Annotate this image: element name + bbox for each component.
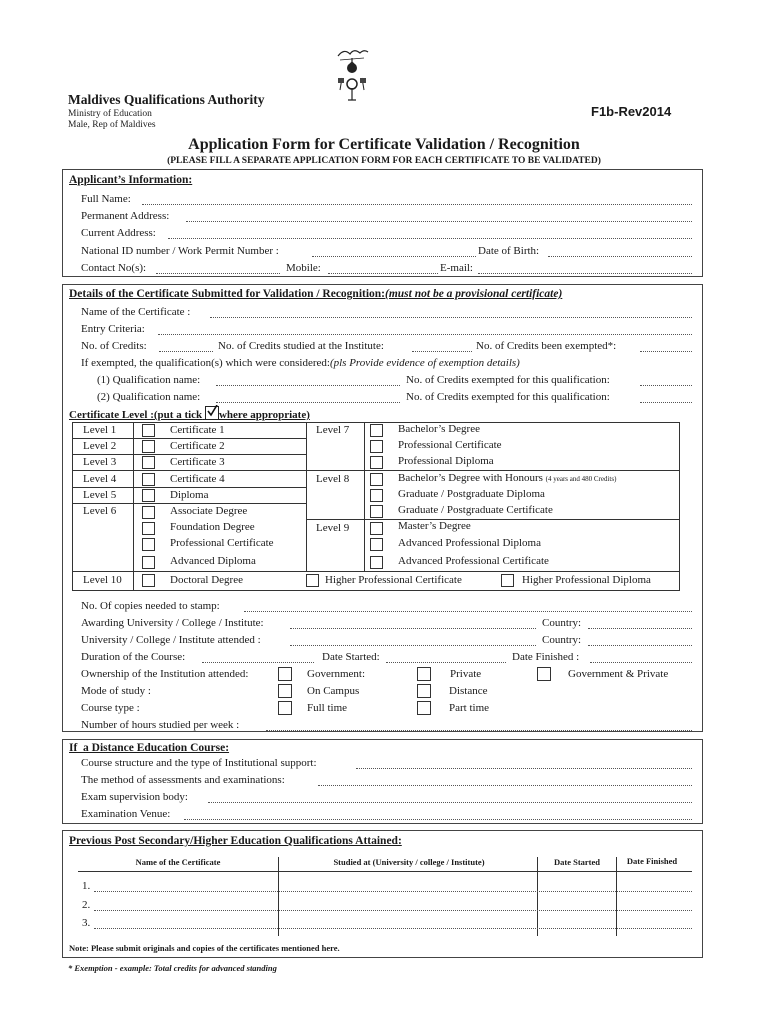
- checkbox-masters-degree[interactable]: [370, 522, 383, 535]
- page-title: Application Form for Certificate Validation / Recognition: [188, 136, 580, 153]
- mode-label: Mode of study :: [81, 685, 151, 697]
- distance-heading: If a Distance Education Course:: [69, 742, 230, 754]
- label-part-time: Part time: [449, 702, 490, 714]
- qual1-credits-label: No. of Credits exempted for this qualification:: [406, 374, 610, 386]
- qual2-credits-label: No. of Credits exempted for this qualification:: [406, 391, 610, 403]
- row-1-field[interactable]: [94, 891, 692, 892]
- hours-label: Number of hours studied per week :: [81, 719, 240, 731]
- label-certificate-4: Certificate 4: [170, 473, 225, 485]
- checkbox-certificate-2[interactable]: [142, 440, 155, 453]
- header-rule: [78, 871, 692, 872]
- label-diploma: Diploma: [170, 489, 209, 501]
- col-date-finished-header: Date Finished: [626, 856, 678, 866]
- contact-field[interactable]: [156, 273, 280, 274]
- entry-criteria-field[interactable]: [158, 334, 692, 335]
- previous-heading: Previous Post Secondary/Higher Education Qualifications Attained:: [69, 835, 402, 847]
- label-private: Private: [450, 668, 482, 680]
- divider: [133, 422, 134, 591]
- email-field[interactable]: [478, 273, 692, 274]
- checkbox-government[interactable]: [278, 667, 292, 681]
- checkbox-higher-prof-certificate[interactable]: [306, 574, 319, 587]
- cert-name-field[interactable]: [210, 317, 692, 318]
- awarding-label: Awarding University / College / Institute:: [81, 617, 264, 629]
- mobile-field[interactable]: [328, 273, 438, 274]
- label-masters-degree: Master’s Degree: [398, 520, 471, 532]
- qual1-field[interactable]: [216, 385, 400, 386]
- checkbox-foundation-degree[interactable]: [142, 522, 155, 535]
- divider: [364, 422, 365, 571]
- divider: [616, 857, 617, 936]
- label-higher-prof-certificate: Higher Professional Certificate: [325, 574, 462, 586]
- email-label: E-mail:: [440, 262, 473, 274]
- course-type-label: Course type :: [81, 702, 140, 714]
- honours-note: (4 years and 480 Credits): [545, 475, 617, 483]
- checkbox-certificate-4[interactable]: [142, 473, 155, 486]
- checkbox-part-time[interactable]: [417, 701, 431, 715]
- date-started-label: Date Started:: [322, 651, 380, 663]
- venue-label: Examination Venue:: [81, 808, 171, 820]
- structure-label: Course structure and the type of Institutional support:: [81, 757, 317, 769]
- location: Male, Rep of Maldives: [68, 120, 156, 130]
- credits-studied-field[interactable]: [412, 351, 472, 352]
- level-heading: [69, 406, 310, 421]
- qual1-credits-field[interactable]: [640, 385, 692, 386]
- attended-label: University / College / Institute attended :: [81, 634, 261, 646]
- checkbox-honours-degree[interactable]: [370, 473, 383, 486]
- level-6: Level 6: [83, 505, 117, 517]
- certificate-heading: [69, 288, 562, 300]
- label-certificate-2: Certificate 2: [170, 440, 225, 452]
- divider: [72, 438, 306, 439]
- level-heading-a: Certificate Level :(put a tick: [69, 409, 203, 421]
- hours-field[interactable]: [266, 730, 692, 731]
- label-higher-prof-diploma: Higher Professional Diploma: [522, 574, 651, 586]
- cert-name-label: Name of the Certificate :: [81, 306, 191, 318]
- awarding-country-field[interactable]: [588, 628, 692, 629]
- label-certificate-1: Certificate 1: [170, 424, 225, 436]
- mobile-label: Mobile:: [286, 262, 321, 274]
- permanent-address-field[interactable]: [186, 221, 692, 222]
- col-name-header: Name of the Certificate: [135, 857, 221, 867]
- label-professional-certificate-l7: Professional Certificate: [398, 439, 502, 451]
- attended-country-label: Country:: [542, 634, 582, 646]
- level-9: Level 9: [316, 522, 350, 534]
- checkbox-full-time[interactable]: [278, 701, 292, 715]
- credits-exempted-label: No. of Credits been exempted*:: [476, 340, 617, 352]
- label-certificate-3: Certificate 3: [170, 456, 225, 468]
- credits-exempted-field[interactable]: [640, 351, 692, 352]
- label-foundation-degree: Foundation Degree: [170, 521, 255, 533]
- maldives-emblem-icon: [334, 44, 370, 104]
- level-10: Level 10: [83, 574, 122, 586]
- honours-text: Bachelor’s Degree with Honours: [398, 472, 543, 484]
- checkbox-associate-degree[interactable]: [142, 506, 155, 519]
- level-1: Level 1: [83, 424, 117, 436]
- label-adv-prof-diploma: Advanced Professional Diploma: [398, 537, 541, 549]
- copies-label: No. Of copies needed to stamp:: [81, 600, 220, 612]
- exempted-intro: [81, 357, 520, 370]
- awarding-field[interactable]: [290, 628, 536, 629]
- entry-criteria-label: Entry Criteria:: [81, 323, 145, 335]
- label-professional-certificate-l6: Professional Certificate: [170, 537, 274, 549]
- national-id-label: National ID number / Work Permit Number :: [81, 245, 279, 257]
- national-id-field[interactable]: [312, 256, 476, 257]
- current-address-label: Current Address:: [81, 227, 156, 239]
- qual2-credits-field[interactable]: [640, 402, 692, 403]
- checkbox-higher-prof-diploma[interactable]: [501, 574, 514, 587]
- label-professional-diploma: Professional Diploma: [398, 455, 494, 467]
- row-3-field[interactable]: [94, 928, 692, 929]
- contact-label: Contact No(s):: [81, 262, 147, 274]
- date-started-field[interactable]: [386, 662, 506, 663]
- page-subtitle: (PLEASE FILL A SEPARATE APPLICATION FORM FOR EACH CERTIFICATE TO BE VALIDATED): [167, 156, 601, 166]
- level-4: Level 4: [83, 473, 117, 485]
- credits-field[interactable]: [159, 351, 213, 352]
- duration-label: Duration of the Course:: [81, 651, 186, 663]
- label-government: Government:: [307, 668, 366, 680]
- footnote: * Exemption - example: Total credits for advanced standing: [68, 963, 277, 973]
- copies-field[interactable]: [244, 611, 692, 612]
- label-full-time: Full time: [307, 702, 348, 714]
- label-adv-prof-certificate: Advanced Professional Certificate: [398, 555, 549, 567]
- checkbox-diploma[interactable]: [142, 489, 155, 502]
- permanent-address-label: Permanent Address:: [81, 210, 170, 222]
- date-finished-field[interactable]: [590, 662, 692, 663]
- checkbox-grad-certificate[interactable]: [370, 505, 383, 518]
- supervision-label: Exam supervision body:: [81, 791, 188, 803]
- dob-field[interactable]: [548, 256, 692, 257]
- checkbox-professional-certificate-l6[interactable]: [142, 538, 155, 551]
- row-3-number: 3.: [82, 917, 91, 929]
- emblem: [334, 44, 370, 104]
- previous-section: [62, 830, 703, 958]
- dob-label: Date of Birth:: [478, 245, 540, 257]
- level-5: Level 5: [83, 489, 117, 501]
- divider: [537, 857, 538, 936]
- assessment-label: The method of assessments and examinations:: [81, 774, 285, 786]
- certificate-heading-note: (must not be a provisional certificate): [385, 288, 563, 300]
- ministry: Ministry of Education: [68, 109, 152, 119]
- full-name-label: Full Name:: [81, 193, 131, 205]
- checkbox-adv-prof-certificate[interactable]: [370, 556, 383, 569]
- row-2-field[interactable]: [94, 910, 692, 911]
- supervision-field[interactable]: [208, 802, 692, 803]
- divider: [72, 487, 306, 488]
- venue-field[interactable]: [184, 819, 692, 820]
- col-date-started-header: Date Started: [553, 857, 601, 867]
- certificate-heading-text: Details of the Certificate Submitted for Validation / Recognition:: [69, 288, 386, 300]
- label-advanced-diploma: Advanced Diploma: [170, 555, 256, 567]
- org-name: Maldives Qualifications Authority: [68, 92, 265, 107]
- credits-label: No. of Credits:: [81, 340, 147, 352]
- applicant-heading: Applicant’s Information:: [69, 174, 193, 186]
- duration-field[interactable]: [202, 662, 314, 663]
- divider: [72, 571, 680, 572]
- checkbox-professional-diploma[interactable]: [370, 456, 383, 469]
- checkbox-doctoral-degree[interactable]: [142, 574, 155, 587]
- qual2-field[interactable]: [216, 402, 400, 403]
- level-heading-b: where appropriate): [218, 409, 310, 421]
- attended-country-field[interactable]: [588, 645, 692, 646]
- label-distance: Distance: [449, 685, 488, 697]
- checkbox-bachelors-degree[interactable]: [370, 424, 383, 437]
- level-3: Level 3: [83, 456, 117, 468]
- tick-icon: [205, 406, 219, 420]
- checkbox-on-campus[interactable]: [278, 684, 292, 698]
- checkbox-adv-prof-diploma[interactable]: [370, 538, 383, 551]
- qual2-label: (2) Qualification name:: [97, 391, 201, 403]
- label-on-campus: On Campus: [307, 685, 360, 697]
- structure-field[interactable]: [356, 768, 692, 769]
- label-honours-degree: [398, 472, 616, 486]
- label-grad-certificate: Graduate / Postgraduate Certificate: [398, 504, 553, 516]
- level-7: Level 7: [316, 424, 350, 436]
- row-2-number: 2.: [82, 899, 91, 911]
- attended-field[interactable]: [290, 645, 536, 646]
- date-finished-label: Date Finished :: [512, 651, 580, 663]
- qual1-label: (1) Qualification name:: [97, 374, 201, 386]
- label-associate-degree: Associate Degree: [170, 505, 248, 517]
- checkbox-private[interactable]: [417, 667, 431, 681]
- row-1-number: 1.: [82, 880, 91, 892]
- exempted-intro-note: (pls Provide evidence of exemption details): [329, 357, 520, 369]
- full-name-field[interactable]: [142, 204, 692, 205]
- previous-note: Note: Please submit originals and copies of the certificates mentioned here.: [69, 943, 340, 953]
- divider: [72, 454, 306, 455]
- col-studied-header: Studied at (University / college / Institute): [333, 857, 485, 867]
- checkbox-certificate-3[interactable]: [142, 456, 155, 469]
- level-2: Level 2: [83, 440, 117, 452]
- label-doctoral-degree: Doctoral Degree: [170, 574, 243, 586]
- label-grad-diploma: Graduate / Postgraduate Diploma: [398, 488, 545, 500]
- checkbox-gov-private[interactable]: [537, 667, 551, 681]
- exempted-intro-text: If exempted, the qualification(s) which were considered:: [81, 357, 330, 369]
- form-code: F1b-Rev2014: [591, 104, 672, 119]
- divider: [278, 857, 279, 936]
- divider: [72, 503, 306, 504]
- ownership-label: Ownership of the Institution attended:: [81, 668, 249, 680]
- divider: [72, 470, 680, 471]
- checkbox-distance[interactable]: [417, 684, 431, 698]
- current-address-field[interactable]: [168, 238, 692, 239]
- label-gov-private: Government & Private: [568, 668, 669, 680]
- divider: [306, 422, 307, 571]
- assessment-field[interactable]: [318, 785, 692, 786]
- checkbox-certificate-1[interactable]: [142, 424, 155, 437]
- label-bachelors-degree: Bachelor’s Degree: [398, 423, 480, 435]
- divider: [306, 519, 680, 520]
- level-8: Level 8: [316, 473, 350, 485]
- credits-studied-label: No. of Credits studied at the Institute:: [218, 340, 384, 352]
- awarding-country-label: Country:: [542, 617, 582, 629]
- checkbox-professional-certificate-l7[interactable]: [370, 440, 383, 453]
- checkbox-advanced-diploma[interactable]: [142, 556, 155, 569]
- checkbox-grad-diploma[interactable]: [370, 489, 383, 502]
